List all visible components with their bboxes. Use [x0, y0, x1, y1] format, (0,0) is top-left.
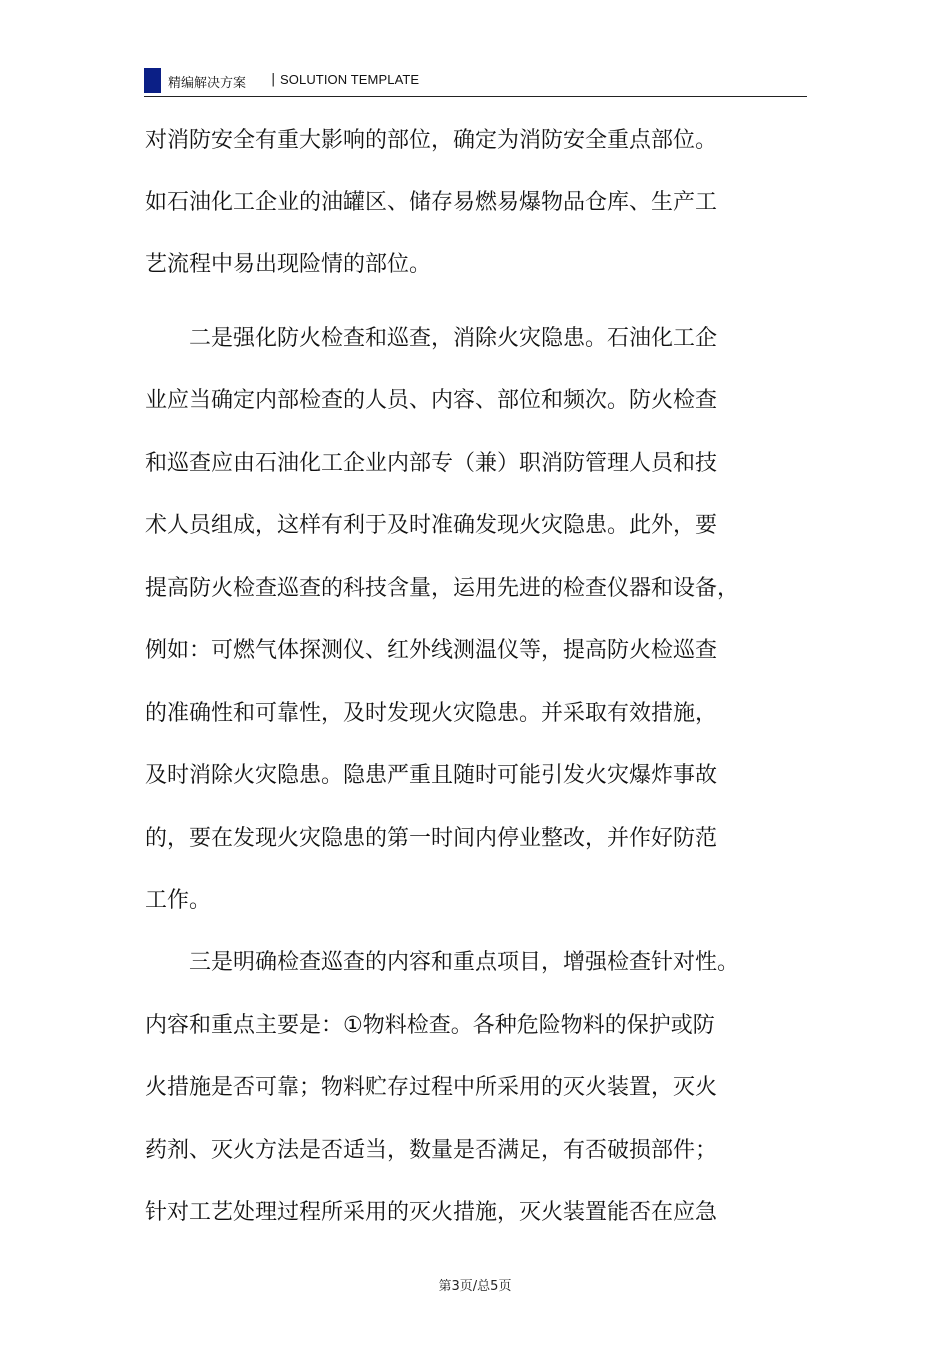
page-header [144, 66, 807, 97]
page-indicator: 第3页/总5页 [438, 1279, 512, 1294]
text-line: 例如：可燃气体探测仪、红外线测温仪等，提高防火检巡查 [145, 638, 718, 663]
header-brand: 精编解决方案 [168, 76, 247, 91]
header-separator: | [271, 72, 276, 87]
text-line: 的，要在发现火灾隐患的第一时间内停业整改，并作好防范 [145, 826, 718, 851]
text-line: 如石油化工企业的油罐区、储存易燃易爆物品仓库、生产工 [145, 190, 718, 215]
text-line: 三是明确检查巡查的内容和重点项目，增强检查针对性。 [145, 950, 740, 975]
text-line: 二是强化防火检查和巡查，消除火灾隐患。石油化工企 [145, 326, 718, 351]
text-line: 对消防安全有重大影响的部位，确定为消防安全重点部位。 [145, 128, 718, 153]
text-line: 提高防火检查巡查的科技含量，运用先进的检查仪器和设备， [145, 576, 740, 601]
text-line: 药剂、灭火方法是否适当，数量是否满足，有否破损部件； [145, 1138, 718, 1163]
text-line: 的准确性和可靠性，及时发现火灾隐患。并采取有效措施， [145, 701, 718, 726]
logo-icon [144, 68, 161, 93]
text-line: 火措施是否可靠；物料贮存过程中所采用的灭火装置，灭火 [145, 1075, 718, 1100]
text-line: 术人员组成，这样有利于及时准确发现火灾隐患。此外，要 [145, 513, 718, 538]
text-line: 及时消除火灾隐患。隐患严重且随时可能引发火灾爆炸事故 [145, 763, 718, 788]
header-subtitle: SOLUTION TEMPLATE [280, 72, 420, 87]
text-line: 和巡查应由石油化工企业内部专（兼）职消防管理人员和技 [145, 451, 718, 476]
text-line: 业应当确定内部检查的人员、内容、部位和频次。防火检查 [145, 388, 718, 413]
page-footer [0, 1275, 950, 1294]
text-line: 内容和重点主要是：①物料检查。各种危险物料的保护或防 [145, 1013, 715, 1038]
text-line: 艺流程中易出现险情的部位。 [145, 252, 432, 277]
text-line: 针对工艺处理过程所采用的灭火措施，灭火装置能否在应急 [145, 1200, 718, 1225]
text-line: 工作。 [145, 888, 212, 913]
